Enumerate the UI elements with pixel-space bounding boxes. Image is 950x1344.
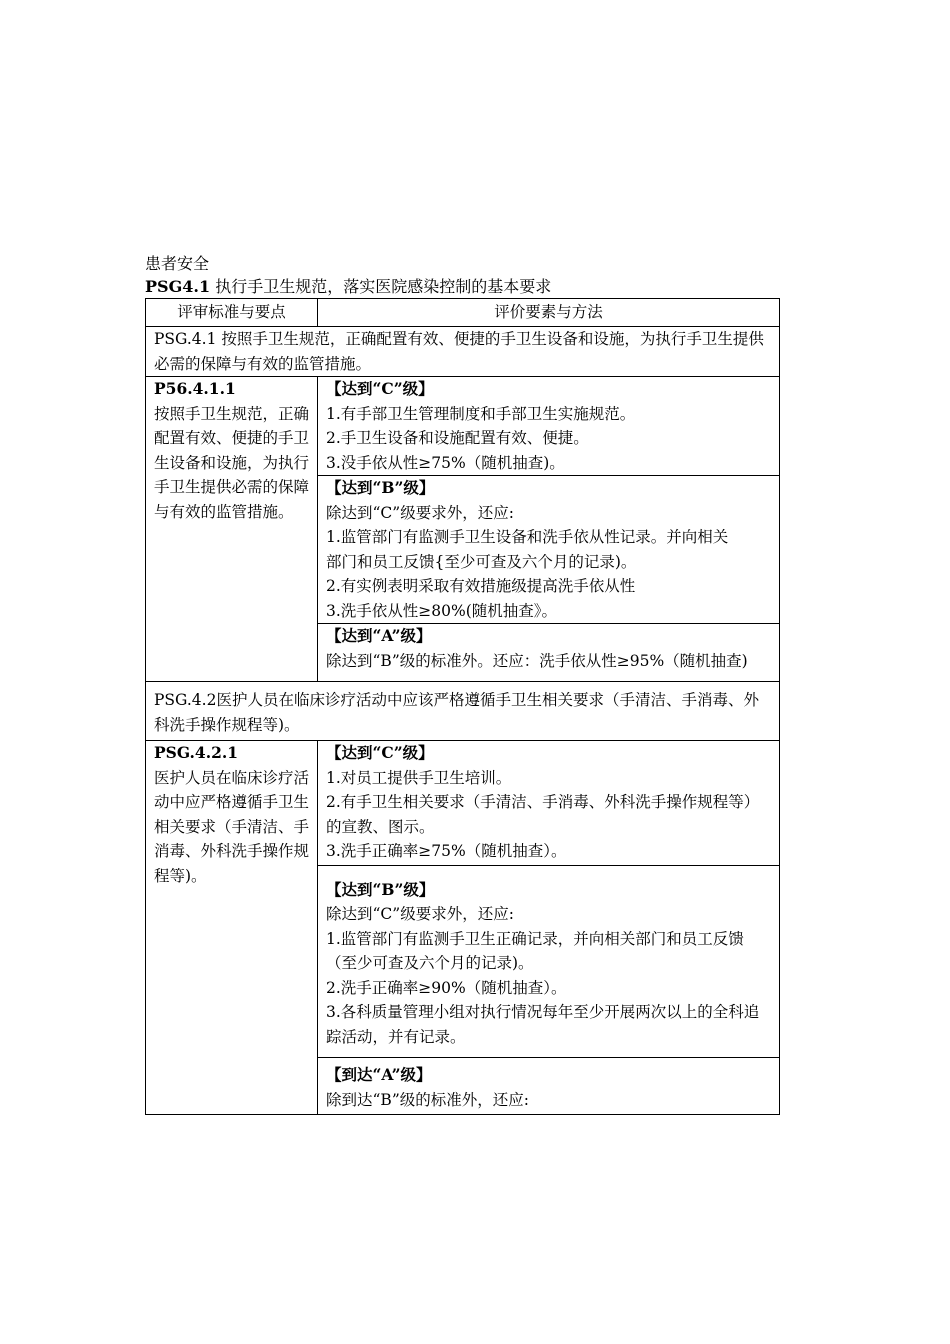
level-item: 2.有实例表明采取有效措施级提高洗手依从性 xyxy=(326,577,636,595)
level-cell-a xyxy=(318,624,780,682)
standard-heading-code: PSG4.1 xyxy=(145,277,211,296)
document-page xyxy=(145,252,779,1115)
level-label: 【达到“B”级】 xyxy=(326,879,435,899)
section-summary: PSG.4.1 按照手卫生规范，正确配置有效、便捷的手卫生设备和设施，为执行手卫生提供必需的保障与有效的监管措施。 xyxy=(146,327,780,377)
level-item: 除达到“C”级要求外，还应: xyxy=(326,503,514,522)
standard-text: 按照手卫生规范，正确配置有效、便捷的手卫生设备和设施，为执行手卫生提供必需的保障与有效的监管措施。 xyxy=(154,404,310,521)
level-item: 除达到“C”级要求外，还应: xyxy=(326,905,514,923)
level-item: 部门和员工反馈{至少可查及六个月的记录)。 xyxy=(326,552,637,571)
level-cell-c xyxy=(318,377,780,476)
level-item: 3.没手依从性≥75%（随机抽查)。 xyxy=(326,453,565,472)
standard-cell xyxy=(146,377,318,682)
standard-text: 医护人员在临床诊疗活动中应严格遵循手卫生相关要求（手清洁、手消毒、外科洗手操作规程等)。 xyxy=(154,768,310,885)
table-row xyxy=(146,741,780,866)
level-item: 1.有手部卫生管理制度和手部卫生实施规范。 xyxy=(326,404,636,423)
standard-code: PSG.4.2.1 xyxy=(154,743,239,762)
column-header-method: 评价要素与方法 xyxy=(318,299,780,327)
level-item: 3.洗手正确率≥75%（随机抽查）。 xyxy=(326,842,567,860)
level-label: 【达到“C”级】 xyxy=(326,379,434,398)
level-item: 2.手卫生设备和设施配置有效、便捷。 xyxy=(326,429,589,447)
standard-heading-text: 执行手卫生规范，落实医院感染控制的基本要求 xyxy=(215,277,552,296)
level-label: 【达到“B”级】 xyxy=(326,478,435,497)
section-title: 患者安全 xyxy=(145,254,210,273)
level-item: 2.洗手正确率≥90%（随机抽查）。 xyxy=(326,978,567,997)
level-item: 1.对员工提供手卫生培训。 xyxy=(326,768,512,787)
column-header-standard: 评审标准与要点 xyxy=(146,299,318,327)
level-cell-b xyxy=(318,865,780,1058)
level-item: 2.有手卫生相关要求（手清洁、手消毒、外科洗手操作规程等）的宣教、图示。 xyxy=(326,793,760,836)
standard-code: P56.4.1.1 xyxy=(154,379,236,398)
standard-heading xyxy=(145,276,779,298)
table-row xyxy=(146,377,780,476)
standard-cell xyxy=(146,741,318,1115)
table-header-row xyxy=(146,299,780,327)
level-cell-b xyxy=(318,476,780,624)
level-cell-a xyxy=(318,1058,780,1115)
section-summary: PSG.4.2医护人员在临床诊疗活动中应该严格遵循手卫生相关要求（手清洁、手消毒、外科洗手操作规程等)。 xyxy=(146,682,780,741)
level-label: 【达到“A”级】 xyxy=(326,626,432,645)
level-item: 3.洗手依从性≥80%(随机抽查》。 xyxy=(326,601,558,620)
level-item: 1.监管部门有监测手卫生正确记录，并向相关部门和员工反馈（至少可查及六个月的记录)。 xyxy=(326,929,744,972)
standard-table xyxy=(145,298,780,1115)
level-item: 3.各科质量管理小组对执行情况每年至少开展两次以上的全科追踪活动，并有记录。 xyxy=(326,1003,760,1046)
table-row xyxy=(146,682,780,741)
level-label: 【到达“A”级】 xyxy=(326,1065,432,1084)
level-item: 除到达“B”级的标准外，还应: xyxy=(326,1090,529,1109)
table-row xyxy=(146,327,780,377)
level-item: 1.监管部门有监测手卫生设备和洗手依从性记录。并向相关 xyxy=(326,528,729,546)
level-item: 除达到“B”级的标准外。还应：洗手依从性≥95%（随机抽查) xyxy=(326,651,748,670)
level-cell-c xyxy=(318,741,780,866)
level-label: 【达到“C”级】 xyxy=(326,743,434,762)
